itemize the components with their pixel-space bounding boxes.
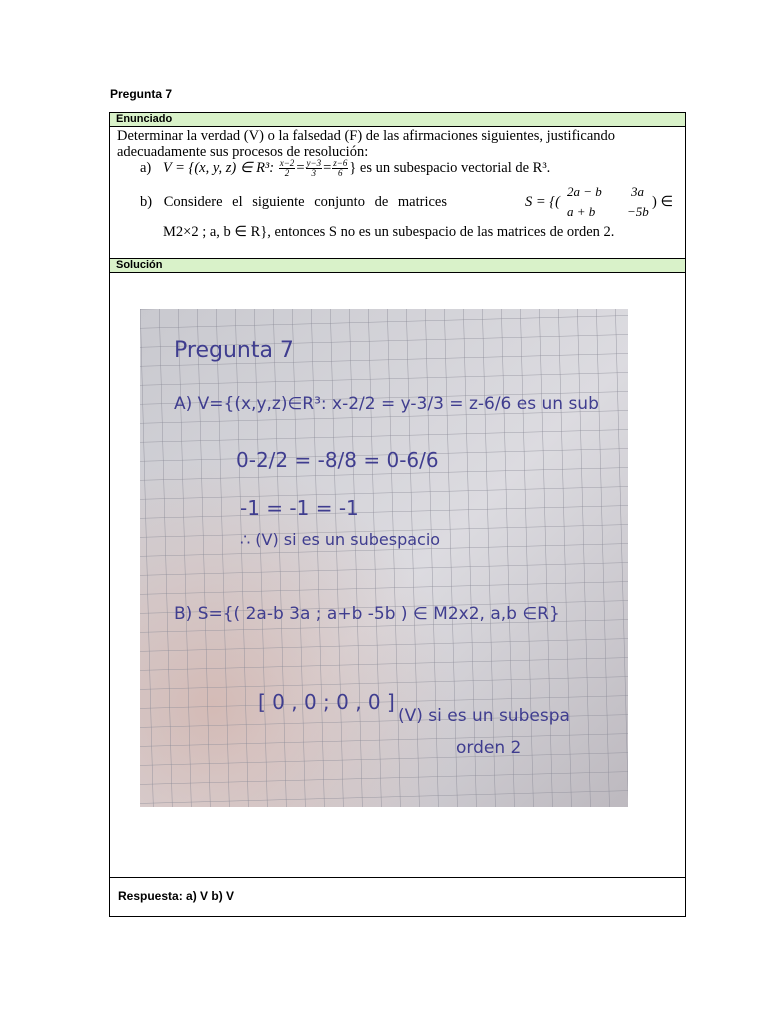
hw-b-line1: B) S={( 2a-b 3a ; a+b -5b ) ∈ M2x2, a,b ∈R} xyxy=(174,604,560,624)
item-a: a) V = {(x, y, z) ∈ R³: $\frac{x-2}{2}$ = $\frac{y-3}{3}$ = $\frac{z-6}{6}$ } es un subespacio vectorial de R³. xyxy=(140,158,551,178)
statement-header: Enunciado xyxy=(110,113,685,127)
item-b-line2: M2×2 ; a, b ∈ R}, entonces S no es un subespacio de las matrices de orden 2. xyxy=(163,224,615,240)
item-b-close: ) ∈ xyxy=(652,194,674,210)
item-b-set: S = {( xyxy=(525,194,560,210)
handwritten-solution-photo xyxy=(140,309,628,807)
hw-b-result1: (V) si es un subespa xyxy=(398,706,570,726)
question-table xyxy=(109,112,686,917)
fraction-y: $\frac{y-3}{3}$ xyxy=(306,158,322,178)
question-title: Pregunta 7 xyxy=(110,87,173,101)
hw-title: Pregunta 7 xyxy=(174,338,294,363)
item-a-set: V = {(x, y, z) ∈ R³: xyxy=(162,159,275,176)
solution-header: Solución xyxy=(110,258,685,273)
hw-b-result2: orden 2 xyxy=(456,738,522,758)
statement-intro-1: Determinar la verdad (V) o la falsedad (F) de las afirmaciones siguientes, justificando xyxy=(117,128,616,144)
item-b-text: Considere el siguiente conjunto de matrices xyxy=(163,194,447,210)
fraction-x: $\frac{x-2}{2}$ xyxy=(279,158,295,178)
item-a-label: a) xyxy=(140,159,152,176)
answer-divider xyxy=(110,877,685,878)
statement-intro-2: adecuadamente sus procesos de resolución: xyxy=(117,144,369,160)
item-b: b) Considere el siguiente conjunto de matrices S = {( 2a − b 3a a + b −5b ) ∈ xyxy=(140,184,674,219)
answer-text: Respuesta: a) V b) V xyxy=(118,889,235,903)
hw-a-line3: -1 = -1 = -1 xyxy=(240,496,359,520)
hw-a-line1: A) V={(x,y,z)∈R³: x-2/2 = y-3/3 = z-6/6 es un sub xyxy=(174,394,599,414)
fraction-z: $\frac{z-6}{6}$ xyxy=(333,158,348,178)
item-b-label: b) xyxy=(140,194,153,210)
hw-b-matrix: [ 0 , 0 ; 0 , 0 ] xyxy=(258,690,395,714)
item-a-suffix: } es un subespacio vectorial de R³. xyxy=(349,159,551,176)
hw-a-line2: 0-2/2 = -8/8 = 0-6/6 xyxy=(236,448,439,472)
hw-a-line4: ∴ (V) si es un subespacio xyxy=(240,530,441,549)
